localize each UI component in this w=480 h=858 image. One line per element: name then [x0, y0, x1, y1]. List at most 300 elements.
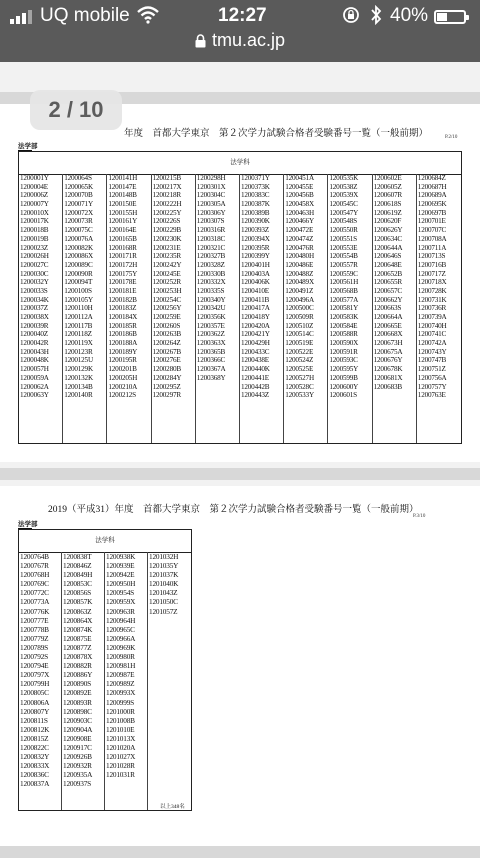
exam-number: 1201008B — [106, 715, 135, 725]
exam-number: 1200155H — [108, 208, 138, 217]
number-column — [105, 552, 148, 810]
exam-number: 1200989Z — [106, 679, 135, 689]
number-column — [152, 174, 196, 443]
exam-number: 1200742A — [417, 339, 447, 348]
exam-number: 1200225Y — [152, 208, 182, 217]
exam-number: 1200082K — [64, 243, 93, 252]
exam-number: 1200042R — [20, 339, 49, 348]
battery-level-fill — [437, 13, 447, 21]
exam-number: 1200496A — [285, 295, 314, 304]
exam-number: 1200118Z — [64, 330, 92, 339]
exam-number: 1200018B — [20, 226, 49, 235]
lock-icon — [195, 30, 206, 51]
exam-number: 1200340Y — [196, 295, 226, 304]
exam-number: 1200048K — [20, 356, 49, 365]
exam-number: 1200387K — [241, 200, 270, 209]
exam-number: 1200057H — [20, 365, 49, 374]
exam-number: 1200863Z — [63, 606, 92, 616]
exam-number: 1200161Y — [108, 217, 138, 226]
exam-number: 1200472E — [285, 226, 314, 235]
page-divider — [0, 468, 480, 480]
exam-number: 1200072X — [64, 208, 93, 217]
exam-number: 1201028R — [106, 761, 135, 771]
exam-number: 1200584E — [329, 321, 358, 330]
exam-number: 1200186B — [108, 330, 137, 339]
total-count: 以上348名 — [160, 804, 185, 810]
exam-number: 1201057Z — [149, 606, 178, 616]
exam-number: 1200226S — [152, 217, 181, 226]
exam-number: 1200856S — [63, 588, 91, 598]
exam-number: 1200195R — [108, 356, 137, 365]
exam-number: 1200756A — [417, 373, 447, 382]
exam-number: 1200094T — [64, 278, 93, 287]
exam-number: 1200701E — [417, 217, 446, 226]
exam-number: 1201010E — [106, 724, 135, 734]
department-label: 法学部 — [18, 521, 38, 528]
exam-number: 1200898C — [63, 706, 92, 716]
exam-number: 1200618S — [373, 200, 402, 209]
results-table — [18, 151, 462, 444]
exam-number: 1200073R — [64, 217, 93, 226]
exam-number: 1200229B — [152, 226, 181, 235]
exam-number: 1200583K — [329, 313, 359, 321]
exam-number: 1200778B — [20, 624, 49, 634]
pdf-page[interactable] — [0, 104, 480, 462]
number-column — [107, 174, 151, 443]
exam-number: 1200528C — [285, 382, 314, 391]
exam-number: 1200429H — [241, 339, 270, 348]
exam-number: 1200399Y — [241, 252, 270, 261]
exam-number: 1200205H — [108, 373, 138, 382]
number-column — [328, 174, 372, 443]
exam-number: 1200182B — [108, 295, 137, 304]
exam-number: 1200620F — [373, 217, 402, 226]
address-bar[interactable] — [0, 30, 480, 56]
exam-number: 1200663S — [373, 304, 402, 313]
exam-number: 1200076A — [64, 234, 93, 243]
exam-number: 1200591R — [329, 347, 358, 356]
exam-number: 1200230K — [152, 234, 182, 243]
exam-number: 1201027X — [106, 752, 136, 762]
exam-number: 1200993X — [106, 688, 136, 698]
exam-number: 1200789S — [20, 642, 48, 652]
exam-number: 1200373K — [241, 182, 270, 191]
exam-number: 1200522E — [285, 347, 314, 356]
sheet-title: 年度 首都大学東京 第２次学力試験合格者受験番号一覧（一般前期） — [124, 129, 429, 139]
exam-number: 1200600Y — [329, 382, 359, 391]
exam-number: 1200683B — [373, 382, 402, 391]
number-column — [196, 174, 240, 443]
exam-number: 1200963R — [106, 606, 135, 616]
exam-number: 1200665E — [373, 321, 402, 330]
exam-number: 1200253H — [152, 286, 182, 295]
exam-number: 1200605Z — [373, 182, 402, 191]
exam-number: 1200252R — [152, 278, 181, 287]
exam-number: 1200836C — [20, 770, 49, 780]
exam-number: 1200043H — [20, 347, 49, 356]
exam-number: 1200675A — [373, 347, 403, 356]
exam-number: 1200772C — [20, 588, 49, 598]
exam-number: 1200295Z — [152, 382, 181, 391]
number-column — [19, 174, 63, 443]
exam-number: 1200954S — [106, 588, 134, 598]
bluetooth-icon — [370, 5, 382, 31]
exam-number: 1200488Z — [285, 269, 314, 278]
exam-number: 1200486E — [285, 260, 314, 269]
exam-number: 1200132K — [64, 373, 93, 382]
page-number: P.3/10 — [413, 514, 426, 519]
exam-number: 1200242Y — [152, 260, 182, 269]
exam-number: 1200254C — [152, 295, 181, 304]
exam-number: 1200086X — [64, 252, 93, 261]
exam-number: 1200001Y — [20, 174, 49, 182]
exam-number: 1200006Z — [20, 191, 48, 200]
exam-number: 1200874K — [63, 624, 93, 634]
exam-number: 1200763E — [417, 391, 446, 400]
exam-number: 1200231E — [152, 243, 181, 252]
department-label: 法学部 — [18, 143, 38, 150]
exam-number: 1200298H — [196, 174, 226, 182]
exam-number: 1200747B — [417, 356, 447, 365]
battery-icon — [434, 10, 466, 24]
page-number: P.2/10 — [445, 135, 458, 140]
exam-number: 1200833X — [20, 761, 50, 771]
exam-number: 1200362Z — [196, 330, 225, 339]
exam-number: 1200648E — [373, 260, 402, 269]
exam-number: 1200950H — [106, 579, 136, 589]
results-table — [18, 529, 192, 811]
exam-number: 1200421Y — [241, 330, 270, 339]
number-column — [19, 552, 62, 810]
exam-number: 1200595Y — [329, 365, 359, 374]
exam-number: 1200141H — [108, 174, 138, 182]
exam-number: 1200527H — [285, 373, 314, 382]
exam-number: 1200175Y — [108, 269, 138, 278]
exam-number: 1200117B — [64, 321, 93, 330]
exam-number: 1200259E — [152, 313, 181, 321]
exam-number: 1200306Y — [196, 208, 226, 217]
exam-number: 1200602E — [373, 174, 402, 182]
exam-number: 1200063Y — [20, 391, 49, 400]
exam-number: 1200815Z — [20, 733, 49, 743]
exam-number: 1200178E — [108, 278, 137, 287]
exam-number: 1200071Y — [64, 200, 93, 209]
number-column — [417, 174, 461, 443]
exam-number: 1200551S — [329, 234, 357, 243]
exam-number: 1200147E — [108, 182, 137, 191]
number-column — [373, 174, 417, 443]
number-column — [240, 174, 284, 443]
exam-number: 1200805C — [20, 688, 49, 698]
number-column — [62, 552, 105, 810]
exam-number: 1200882R — [63, 661, 92, 671]
exam-number: 1200075C — [64, 226, 93, 235]
exam-number: 1200033S — [20, 286, 48, 295]
exam-number: 1200284Y — [152, 373, 182, 382]
signal-strength-icon — [10, 10, 38, 24]
exam-number: 1200440K — [241, 365, 270, 374]
exam-number: 1200773A — [20, 597, 50, 607]
carrier-name: UQ mobile — [40, 5, 130, 26]
exam-number: 1200678K — [373, 365, 403, 374]
exam-number: 1200040Z — [20, 330, 48, 339]
exam-number: 1200304C — [196, 191, 226, 200]
exam-number: 1200368Y — [196, 373, 226, 382]
exam-number: 1200877Z — [63, 642, 92, 652]
exam-number: 1200890S — [63, 679, 91, 689]
exam-number: 1200510Z — [285, 321, 314, 330]
exam-number: 1200987E — [106, 670, 135, 680]
exam-number: 1200410E — [241, 286, 269, 295]
exam-number: 1200418Y — [241, 313, 270, 321]
exam-number: 1200466Y — [285, 217, 314, 226]
exam-number: 1200316R — [196, 226, 226, 235]
exam-number: 1200676Y — [373, 356, 403, 365]
exam-number: 1200474Z — [285, 234, 314, 243]
exam-number: 1200736R — [417, 304, 447, 313]
exam-number: 1200455E — [285, 182, 314, 191]
exam-number: 1200123R — [64, 347, 93, 356]
exam-number: 1200389B — [241, 208, 270, 217]
exam-number: 1200328Z — [196, 260, 225, 269]
exam-number: 1200554B — [329, 252, 358, 261]
exam-number: 1200646S — [373, 252, 402, 261]
exam-number: 1200395R — [241, 243, 270, 252]
exam-number: 1200838T — [63, 552, 92, 561]
exam-number: 1200932R — [63, 761, 92, 771]
exam-number: 1200189Y — [108, 347, 138, 356]
exam-number: 1200172H — [108, 260, 138, 269]
number-column — [148, 552, 191, 810]
exam-number: 1200707C — [417, 226, 447, 235]
exam-number: 1200728K — [417, 286, 447, 295]
exam-number: 1200010X — [20, 208, 49, 217]
exam-number: 1200403A — [241, 269, 270, 278]
exam-number: 1200365B — [196, 347, 226, 356]
exam-number: 1200626Y — [373, 226, 403, 235]
exam-number: 1200039R — [20, 321, 49, 330]
exam-number: 1200125U — [64, 356, 93, 365]
exam-number: 1200689A — [417, 191, 447, 200]
exam-number: 1200383C — [241, 191, 270, 200]
exam-number: 1200822C — [20, 742, 49, 752]
exam-number: 1200327B — [196, 252, 226, 261]
exam-number: 1200590X — [329, 339, 359, 348]
exam-number: 1200853C — [63, 579, 92, 589]
exam-number: 1200577A — [329, 295, 359, 304]
exam-number: 1200218R — [152, 191, 181, 200]
exam-number: 1200458X — [285, 200, 314, 209]
exam-number: 1200366C — [196, 356, 226, 365]
exam-number: 1200664A — [373, 313, 403, 321]
sheet-title: 2019（平成31）年度 首都大学東京 第２次学力試験合格者受験番号一覧（一般前期） — [48, 505, 419, 515]
exam-number: 1200267B — [152, 347, 181, 356]
exam-number: 1200184X — [108, 313, 138, 321]
exam-number: 1200731K — [417, 295, 447, 304]
exam-number: 1200538Z — [329, 182, 358, 191]
exam-number: 1200599B — [329, 373, 358, 382]
exam-number: 1200168R — [108, 243, 137, 252]
exam-number: 1200535K — [329, 174, 359, 182]
exam-number: 1200892E — [63, 688, 92, 698]
exam-number: 1200768H — [20, 570, 50, 580]
exam-number: 1200321C — [196, 243, 226, 252]
exam-number: 1200964H — [106, 615, 136, 625]
exam-number: 1200433C — [241, 347, 270, 356]
exam-number: 1200886Y — [63, 670, 93, 680]
pdf-page[interactable] — [0, 486, 480, 846]
exam-number: 1200062A — [20, 382, 49, 391]
exam-number: 1200210A — [108, 382, 138, 391]
exam-number: 1200588R — [329, 330, 358, 339]
exam-number: 1200619Z — [373, 208, 402, 217]
exam-number: 1200776K — [20, 606, 50, 616]
exam-number: 1200297R — [152, 391, 181, 400]
exam-number: 1200100S — [64, 286, 92, 295]
exam-number: 1200256Y — [152, 304, 182, 313]
exam-number: 1200476R — [285, 243, 314, 252]
exam-number: 1200441E — [241, 373, 269, 382]
exam-number: 1200937S — [63, 779, 91, 789]
exam-number: 1200797X — [20, 670, 50, 680]
exam-number: 1200212S — [108, 391, 136, 400]
exam-number: 1200652B — [373, 269, 402, 278]
clock: 12:27 — [218, 5, 267, 26]
exam-number: 1200792S — [20, 652, 48, 662]
exam-number: 1200038X — [20, 313, 49, 321]
exam-number: 1200276E — [152, 356, 181, 365]
exam-number: 1200004E — [20, 182, 48, 191]
exam-number: 1200357E — [196, 321, 225, 330]
exam-number: 1200367A — [196, 365, 226, 374]
table-header: 法学科 — [19, 530, 191, 553]
exam-number: 1200037Z — [20, 304, 48, 313]
exam-number: 1200547Y — [329, 208, 359, 217]
exam-number: 1200550R — [329, 226, 358, 235]
exam-number: 1200442B — [241, 382, 270, 391]
exam-number: 1200134B — [64, 382, 93, 391]
exam-number: 1200718X — [417, 278, 447, 287]
exam-number: 1200545C — [329, 200, 358, 209]
exam-number: 1200539X — [329, 191, 359, 200]
exam-number: 1200417A — [241, 304, 270, 313]
exam-number: 1200245E — [152, 269, 181, 278]
battery-percent: 40% — [390, 5, 429, 26]
exam-number: 1200164E — [108, 226, 137, 235]
exam-number: 1200981H — [106, 661, 136, 671]
exam-number: 1200171R — [108, 252, 137, 261]
exam-number: 1200165B — [108, 234, 137, 243]
exam-number: 1200181E — [108, 286, 137, 295]
exam-number: 1200500C — [285, 304, 314, 313]
exam-number: 1200644A — [373, 243, 403, 252]
exam-number: 1200999S — [106, 697, 134, 707]
exam-number: 1200140R — [64, 391, 93, 400]
exam-number: 1200070B — [64, 191, 93, 200]
exam-number: 1201043Z — [149, 588, 178, 598]
exam-number: 1201035Y — [149, 561, 179, 571]
exam-number: 1200767R — [20, 561, 49, 571]
exam-number: 1200119X — [64, 339, 93, 348]
exam-number: 1200697B — [417, 208, 447, 217]
number-grid — [19, 552, 191, 810]
exam-number: 1200059A — [20, 373, 49, 382]
exam-number: 1200779Z — [20, 633, 49, 643]
exam-number: 1200548S — [329, 217, 357, 226]
exam-number: 1200806A — [20, 697, 50, 707]
exam-number: 1200363X — [196, 339, 226, 348]
exam-number: 1200183Z — [108, 304, 137, 313]
exam-number: 1200491Z — [285, 286, 314, 295]
exam-number: 1200751Z — [417, 365, 446, 374]
url-domain: tmu.ac.jp — [211, 30, 286, 50]
exam-number: 1200110H — [64, 304, 93, 313]
exam-number: 1200148B — [108, 191, 137, 200]
table-header: 法学科 — [19, 152, 461, 175]
exam-number: 1200708A — [417, 234, 447, 243]
exam-number: 1200525E — [285, 365, 314, 374]
exam-number: 1200017K — [20, 217, 49, 226]
exam-number: 1200713S — [417, 252, 446, 261]
exam-number: 1200263B — [152, 330, 181, 339]
exam-number: 1200849H — [63, 570, 93, 580]
exam-number: 1200557R — [329, 260, 358, 269]
exam-number: 1200019B — [20, 234, 49, 243]
exam-number: 1200942E — [106, 570, 135, 580]
exam-number: 1200065K — [64, 182, 93, 191]
number-column — [63, 174, 107, 443]
exam-number: 1201050C — [149, 597, 178, 607]
exam-number: 1200764B — [20, 552, 49, 561]
exam-number: 1200553E — [329, 243, 358, 252]
exam-number: 1200090R — [64, 269, 93, 278]
exam-number: 1200394X — [241, 234, 270, 243]
exam-number: 1200509R — [285, 313, 314, 321]
exam-number: 1200811S — [20, 715, 48, 725]
exam-number: 1200371Y — [241, 174, 270, 182]
exam-number: 1200215B — [152, 174, 181, 182]
exam-number: 1200837A — [20, 779, 50, 789]
exam-number: 1200023Z — [20, 243, 48, 252]
exam-number: 1200235R — [152, 252, 181, 261]
exam-number: 1200332X — [196, 278, 226, 287]
exam-number: 1200673H — [373, 339, 403, 348]
exam-number: 1201000R — [106, 706, 135, 716]
exam-number: 1200684Z — [417, 174, 446, 182]
exam-number: 1200305A — [196, 200, 226, 209]
exam-number: 1200634C — [373, 234, 402, 243]
exam-number: 1200330B — [196, 269, 226, 278]
exam-number: 1200318C — [196, 234, 226, 243]
exam-number: 1200105Y — [64, 295, 93, 304]
exam-number: 1200741C — [417, 330, 447, 339]
exam-number: 1200030C — [20, 269, 49, 278]
number-grid — [19, 174, 461, 443]
exam-number: 1200926B — [63, 752, 92, 762]
exam-number: 1200662Y — [373, 295, 403, 304]
exam-number: 1200832Y — [20, 752, 50, 762]
exam-number: 1200438E — [241, 356, 269, 365]
exam-number: 1200893R — [63, 697, 92, 707]
exam-number: 1200129K — [64, 365, 93, 374]
number-column — [284, 174, 328, 443]
wifi-icon — [137, 6, 159, 30]
exam-number: 1200201B — [108, 365, 137, 374]
exam-number: 1200260S — [152, 321, 181, 330]
exam-number: 1200846Z — [63, 561, 92, 571]
exam-number: 1200519E — [285, 339, 314, 348]
exam-number: 1200935A — [63, 770, 93, 780]
